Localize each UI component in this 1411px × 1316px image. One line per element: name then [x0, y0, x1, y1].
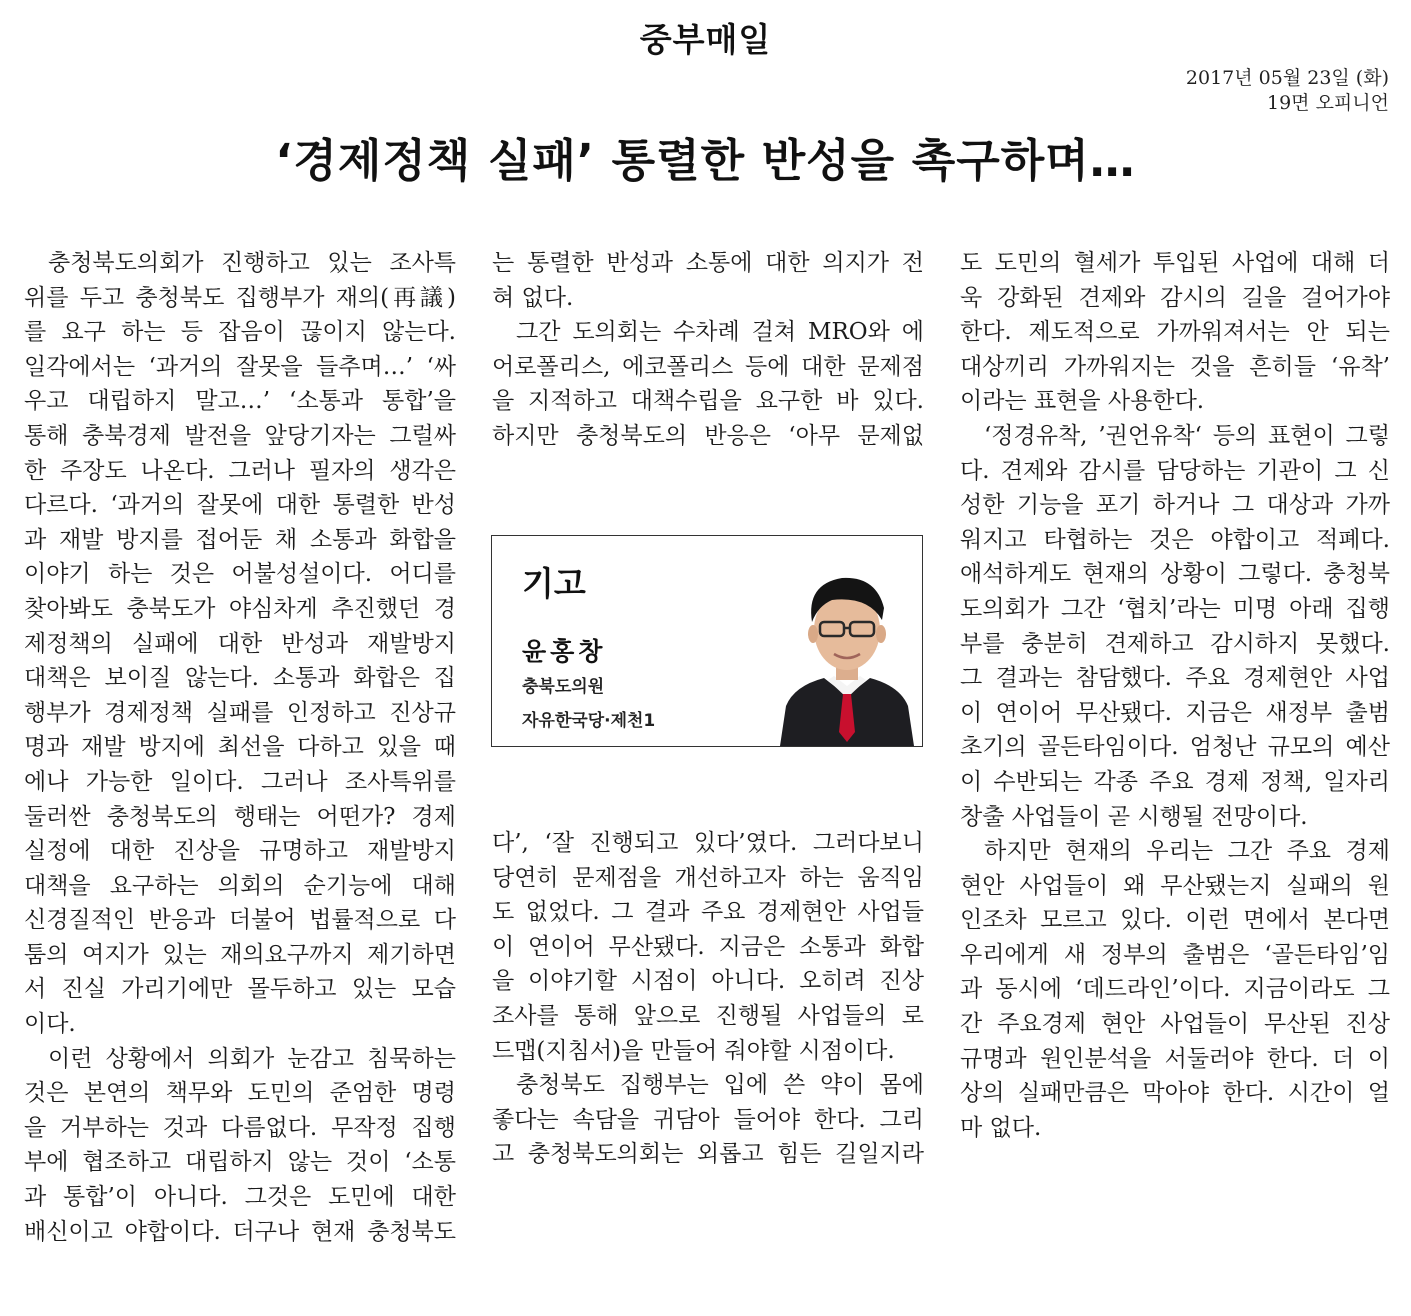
- text-line: 대상끼리 가까워지는 것을 흔히들 ‘유착’: [960, 353, 1390, 380]
- dateline: [1186, 66, 1389, 116]
- text-line: 욱 강화된 견제와 감시의 길을 걸어가야: [960, 284, 1390, 311]
- article-column-1: [24, 246, 456, 1249]
- text-line: 것은 본연의 책무와 도민의 준엄한 명령: [24, 1080, 456, 1107]
- text-line: 이다.: [24, 1011, 76, 1038]
- text-line: 다르다. ‘과거의 잘못에 대한 통렬한 반성: [24, 492, 456, 519]
- text-line: 과 통합’이 아니다. 그것은 도민에 대한: [24, 1184, 456, 1211]
- text-line: 찾아봐도 충북도가 야심차게 추진했던 경: [24, 595, 456, 622]
- text-line: 서 진실 가리기에만 몰두하고 있는 모습: [24, 976, 456, 1003]
- author-portrait: [772, 556, 922, 746]
- text-line: 위를 두고 충청북도 집행부가 재의(再議): [24, 284, 456, 311]
- publication-date: 2017년 05월 23일 (화): [1185, 67, 1389, 89]
- text-line: 이 수반되는 각종 주요 경제 정책, 일자리: [960, 768, 1390, 795]
- text-line: 를 요구 하는 등 잡음이 끊이지 않는다.: [24, 319, 456, 346]
- text-line: 신경질적인 반응과 더불어 법률적으로 다: [24, 907, 456, 934]
- newspaper-masthead: 중부매일: [639, 20, 772, 59]
- text-line: 명과 재발 방지에 최선을 다하고 있을 때: [24, 734, 456, 761]
- text-line: 도 없었다. 그 결과 주요 경제현안 사업들: [492, 899, 924, 926]
- text-line: 제정책의 실패에 대한 반성과 재발방지: [24, 630, 456, 657]
- text-line: 하지만 현재의 우리는 그간 주요 경제: [984, 838, 1390, 865]
- text-line: 이 연이어 무산됐다. 지금은 소통과 화합: [492, 933, 924, 960]
- text-line: 이 연이어 무산됐다. 지금은 새정부 출범: [960, 699, 1390, 726]
- text-line: 한 주장도 나온다. 그러나 필자의 생각은: [24, 457, 456, 484]
- text-line: 조사를 통해 앞으로 진행될 사업들의 로: [492, 1002, 924, 1029]
- text-line: 현안 사업들이 왜 무산됐는지 실패의 원: [960, 872, 1390, 899]
- text-line: 규명과 원인분석을 서둘러야 한다. 더 이: [960, 1045, 1390, 1072]
- text-line: 을 지적하고 대책수립을 요구한 바 있다.: [492, 388, 924, 415]
- text-line: 을 이야기할 시점이 아니다. 오히려 진상: [492, 968, 924, 995]
- text-line: 실정에 대한 진상을 규명하고 재발방지: [24, 838, 456, 865]
- text-line: 그 결과는 참담했다. 주요 경제현안 사업: [960, 665, 1390, 692]
- text-line: 일각에서는 ‘과거의 잘못을 들추며…’ ‘싸: [24, 353, 456, 380]
- text-line: 초기의 골든타임이다. 엄청난 규모의 예산: [960, 734, 1390, 761]
- text-line: 도 도민의 혈세가 투입된 사업에 대해 더: [960, 250, 1390, 276]
- text-line: 혀 없다.: [492, 284, 574, 311]
- text-line: 이라는 표현을 사용한다.: [960, 388, 1205, 415]
- text-line: 성한 기능을 포기 하거나 그 대상과 가까: [960, 492, 1390, 519]
- text-line: 이야기 하는 것은 어불성설이다. 어디를: [24, 561, 456, 588]
- text-line: 충청북도 집행부는 입에 쓴 약이 몸에: [516, 1072, 924, 1099]
- text-line: 하지만 충청북도의 반응은 ‘아무 문제없: [492, 422, 924, 449]
- text-line: 부를 충분히 견제하고 감시하지 못했다.: [960, 630, 1390, 657]
- text-line: 는 통렬한 반성과 소통에 대한 의지가 전: [492, 250, 924, 276]
- text-line: 우리에게 새 정부의 출범은 ‘골든타임’임: [960, 941, 1390, 968]
- text-line: 어로폴리스, 에코폴리스 등에 대한 문제점: [492, 353, 924, 380]
- text-line: 통해 충북경제 발전을 앞당기자는 그럴싸: [24, 422, 456, 449]
- text-line: 부에 협조하고 대립하지 않는 것이 ‘소통: [24, 1149, 456, 1176]
- text-line: 을 거부하는 것과 다름없다. 무작정 집행: [24, 1114, 456, 1141]
- text-line: 대책을 요구하는 의회의 순기능에 대해: [24, 872, 456, 899]
- text-line: 간 주요경제 현안 사업들이 무산된 진상: [960, 1011, 1390, 1038]
- author-title: 충북도의원: [522, 677, 605, 697]
- author-affiliation: 자유한국당·제천1: [522, 711, 656, 731]
- text-line: 고 충청북도의회는 외롭고 힘든 길일지라: [492, 1141, 924, 1168]
- text-line: 배신이고 야합이다. 더구나 현재 충청북도: [24, 1218, 456, 1245]
- text-line: 애석하게도 현재의 상황이 그렇다. 충청북: [960, 561, 1390, 588]
- text-line: 대책은 보이질 않는다. 소통과 화합은 집: [24, 665, 456, 692]
- text-line: 당연히 문제점을 개선하고자 하는 움직임: [492, 864, 924, 891]
- text-line: 에나 가능한 일이다. 그러나 조사특위를: [24, 768, 456, 795]
- text-line: 과 동시에 ‘데드라인’이다. 지금이라도 그: [960, 976, 1390, 1003]
- contributor-box: [491, 535, 923, 747]
- text-line: ‘정경유착, ’권언유착‘ 등의 표현이 그렇: [984, 422, 1390, 449]
- text-line: 다. 견제와 감시를 담당하는 기관이 그 신: [960, 457, 1390, 484]
- article-column-2-top: [492, 246, 924, 454]
- text-line: 다’, ‘잘 진행되고 있다’였다. 그러다보니: [492, 830, 924, 856]
- article-column-2-bottom: [492, 826, 924, 1172]
- text-line: 행부가 경제정책 실패를 인정하고 진상규: [24, 699, 456, 726]
- text-line: 도의회가 그간 ‘협치’라는 미명 아래 집행: [960, 595, 1390, 622]
- text-line: 과 재발 방지를 접어둔 채 소통과 화합을: [24, 526, 456, 553]
- text-line: 툼의 여지가 있는 재의요구까지 제기하면: [24, 941, 456, 968]
- article-headline: ‘경제정책 실패’ 통렬한 반성을 촉구하며…: [275, 134, 1136, 187]
- article-column-3: [960, 246, 1390, 1145]
- text-line: 이런 상황에서 의회가 눈감고 침묵하는: [48, 1045, 456, 1072]
- text-line: 마 없다.: [960, 1114, 1042, 1141]
- text-line: 인조차 모르고 있다. 이런 면에서 본다면: [960, 907, 1390, 934]
- contribution-label: 기고: [522, 564, 586, 603]
- text-line: 충청북도의회가 진행하고 있는 조사특: [48, 250, 456, 276]
- text-line: 우고 대립하지 말고…’ ‘소통과 통합’을: [24, 388, 456, 415]
- text-line: 상의 실패만큼은 막아야 한다. 시간이 얼: [960, 1080, 1390, 1107]
- text-line: 한다. 제도적으로 가까워져서는 안 되는: [960, 319, 1390, 346]
- author-name: 윤홍창: [522, 637, 607, 666]
- text-line: 워지고 타협하는 것은 야합이고 적폐다.: [960, 526, 1390, 553]
- text-line: 좋다는 속담을 귀담아 들어야 한다. 그리: [492, 1106, 924, 1133]
- text-line: 창출 사업들이 곧 시행될 전망이다.: [960, 803, 1308, 830]
- text-line: 그간 도의회는 수차례 걸쳐 MRO와 에: [516, 319, 924, 346]
- text-line: 둘러싼 충청북도의 행태는 어떤가? 경제: [24, 803, 456, 830]
- text-line: 드맵(지침서)을 만들어 줘야할 시점이다.: [492, 1037, 895, 1064]
- page-section: 19면 오피니언: [1267, 92, 1389, 114]
